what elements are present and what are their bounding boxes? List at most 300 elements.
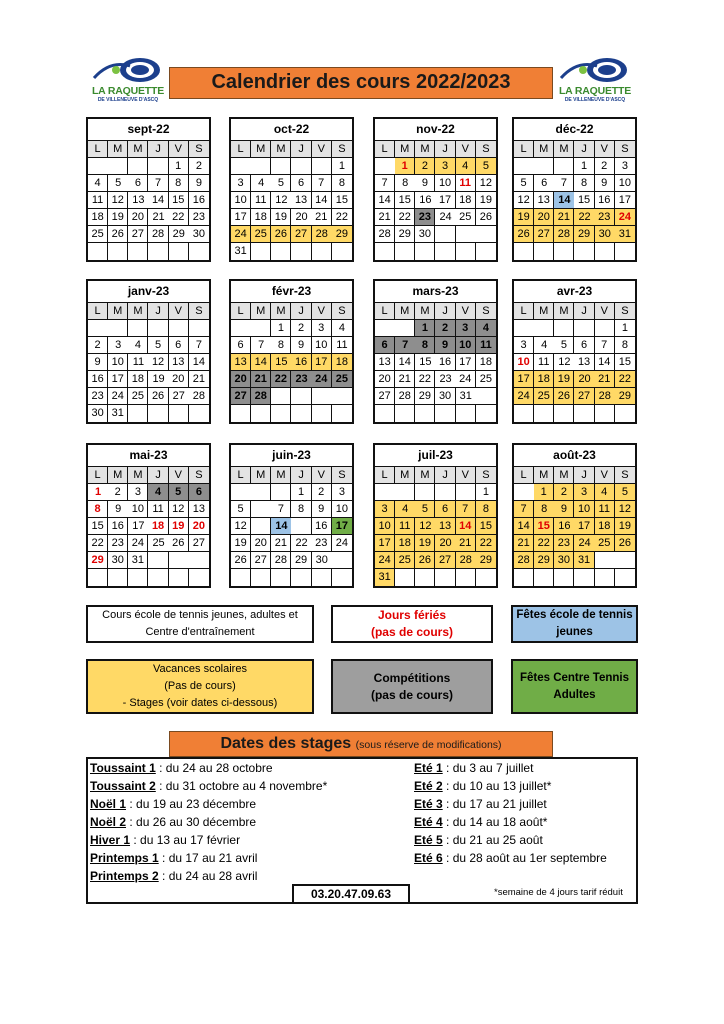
day-cell: 28 [514,552,534,569]
day-cell [148,158,168,175]
day-cell: 10 [615,175,635,192]
stage-name: Eté 1 [414,761,443,775]
day-cell: 29 [395,226,415,243]
day-name-header: J [148,141,168,158]
day-cell: 3 [231,175,251,192]
day-cell [189,552,209,569]
day-name-header: L [514,303,534,320]
day-cell: 2 [189,158,209,175]
day-cell: 21 [456,535,476,552]
day-cell: 26 [615,535,635,552]
day-cell [231,484,251,501]
day-cell: 24 [435,209,455,226]
day-name-header: J [148,467,168,484]
day-cell [395,320,415,337]
day-cell [128,243,148,260]
day-cell [554,405,574,422]
day-cell: 11 [148,501,168,518]
day-cell: 31 [456,388,476,405]
day-cell: 16 [415,192,435,209]
day-cell: 20 [375,371,395,388]
day-cell [395,405,415,422]
day-cell: 26 [514,226,534,243]
day-cell: 17 [231,209,251,226]
day-cell [291,569,311,586]
day-cell [554,243,574,260]
day-cell: 7 [251,337,271,354]
day-cell: 4 [456,158,476,175]
day-name-header: M [271,141,291,158]
day-cell [514,484,534,501]
day-name-header: S [476,141,496,158]
day-cell: 1 [534,484,554,501]
day-cell: 2 [435,320,455,337]
day-cell: 9 [595,175,615,192]
day-cell: 20 [189,518,209,535]
day-cell: 18 [534,371,554,388]
day-cell: 24 [231,226,251,243]
day-cell [595,552,615,569]
day-cell [271,569,291,586]
day-cell [332,552,352,569]
stage-dates: : du 14 au 18 août* [442,815,548,829]
legend-adultes-line: Fêtes Centre Tennis [519,671,630,684]
day-name-header: S [615,141,635,158]
day-name-header: M [128,467,148,484]
day-cell: 15 [88,518,108,535]
day-cell: 16 [435,354,455,371]
day-cell: 27 [291,226,311,243]
day-cell: 28 [271,552,291,569]
day-cell: 27 [169,388,189,405]
day-cell: 12 [231,518,251,535]
day-name-header: V [595,467,615,484]
day-cell: 10 [435,175,455,192]
day-cell: 7 [312,175,332,192]
day-cell [231,158,251,175]
stage-item [414,759,533,777]
logo-subtitle: DE VILLENEUVE D'ASCQ [564,97,626,103]
day-cell: 12 [615,501,635,518]
day-cell: 16 [189,192,209,209]
day-name-header: L [231,303,251,320]
day-cell [476,388,496,405]
day-cell: 4 [534,337,554,354]
day-cell: 30 [415,226,435,243]
day-name-header: J [291,467,311,484]
day-cell: 17 [615,192,635,209]
day-cell: 27 [189,535,209,552]
stage-name: Eté 6 [414,851,443,865]
day-cell: 6 [375,337,395,354]
day-cell [395,569,415,586]
day-cell [148,569,168,586]
logo-name: LA RAQUETTE [558,85,632,97]
day-cell [332,405,352,422]
day-cell: 6 [291,175,311,192]
day-cell: 28 [595,388,615,405]
day-cell: 25 [128,388,148,405]
stage-item [414,813,547,831]
day-cell: 21 [251,371,271,388]
day-name-header: M [415,303,435,320]
day-cell [456,569,476,586]
day-name-header: S [332,141,352,158]
day-cell: 19 [615,518,635,535]
day-cell [476,405,496,422]
day-cell: 22 [332,209,352,226]
day-cell: 18 [476,354,496,371]
legend-jours-feries [331,605,493,643]
day-cell [251,484,271,501]
day-cell: 20 [435,535,455,552]
day-cell: 2 [554,484,574,501]
day-cell: 29 [534,552,554,569]
day-cell: 1 [476,484,496,501]
day-cell [476,243,496,260]
stage-name: Noël 2 [90,815,127,829]
month-title: mai-23 [88,445,209,467]
day-cell: 30 [435,388,455,405]
day-cell: 5 [231,501,251,518]
stage-dates: : du 24 au 28 avril [158,869,258,883]
logo-name: LA RAQUETTE [91,85,165,97]
day-cell: 10 [375,518,395,535]
month-calendar [373,117,498,262]
day-cell: 21 [148,209,168,226]
day-cell [554,158,574,175]
day-cell: 11 [251,192,271,209]
day-cell: 19 [415,535,435,552]
day-cell: 6 [169,337,189,354]
day-cell: 7 [375,175,395,192]
day-cell: 6 [128,175,148,192]
day-cell: 20 [574,371,594,388]
day-cell [456,484,476,501]
day-cell: 19 [554,371,574,388]
day-cell: 27 [435,552,455,569]
day-name-header: M [554,303,574,320]
day-cell [456,405,476,422]
day-cell: 27 [231,388,251,405]
day-cell: 6 [574,337,594,354]
month-calendar [229,279,354,424]
day-cell [595,569,615,586]
legend-feries-line: Jours fériés [377,608,447,622]
day-name-header: M [415,141,435,158]
stages-title-box [169,731,553,757]
day-cell [189,320,209,337]
day-cell: 26 [169,535,189,552]
legend-competitions [331,659,493,714]
stage-dates: : du 17 au 21 avril [158,851,258,865]
day-cell: 7 [189,337,209,354]
day-cell: 12 [148,354,168,371]
month-calendar [512,279,637,424]
day-cell: 28 [456,552,476,569]
day-cell: 14 [189,354,209,371]
day-name-header: L [231,141,251,158]
day-cell: 29 [291,552,311,569]
day-cell: 21 [271,535,291,552]
day-cell [271,243,291,260]
month-title: août-23 [514,445,635,467]
day-cell: 17 [456,354,476,371]
day-name-header: L [88,141,108,158]
stage-item [90,795,256,813]
day-cell: 22 [615,371,635,388]
day-cell [231,320,251,337]
stage-item [90,849,257,867]
day-cell: 5 [415,501,435,518]
day-cell: 31 [375,569,395,586]
day-cell: 31 [108,405,128,422]
day-cell [415,243,435,260]
month-calendar [86,279,211,424]
day-cell [312,405,332,422]
day-cell: 18 [148,518,168,535]
day-cell: 14 [148,192,168,209]
month-calendar [229,117,354,262]
day-cell: 15 [476,518,496,535]
day-cell [169,569,189,586]
month-calendar [229,443,354,588]
day-cell: 1 [415,320,435,337]
day-cell [169,405,189,422]
day-cell [415,569,435,586]
day-cell: 4 [395,501,415,518]
day-name-header: V [169,467,189,484]
day-cell: 1 [88,484,108,501]
day-cell [615,552,635,569]
month-title: juin-23 [231,445,352,467]
month-title: janv-23 [88,281,209,303]
day-cell: 24 [128,535,148,552]
day-cell: 7 [554,175,574,192]
day-cell: 12 [271,192,291,209]
day-cell [435,243,455,260]
legend-vacances [86,659,314,714]
day-cell [128,405,148,422]
day-cell: 16 [595,192,615,209]
day-cell: 24 [456,371,476,388]
day-cell [251,243,271,260]
day-cell: 3 [375,501,395,518]
day-cell [251,518,271,535]
stage-dates: : du 3 au 7 juillet [442,761,534,775]
stages-subtitle: (sous réserve de modifications) [355,739,502,751]
day-cell: 2 [312,484,332,501]
day-cell [534,158,554,175]
day-cell [456,226,476,243]
day-cell [291,158,311,175]
day-cell [595,243,615,260]
day-cell: 14 [251,354,271,371]
day-cell [332,569,352,586]
day-cell: 7 [395,337,415,354]
day-name-header: J [291,303,311,320]
month-title: févr-23 [231,281,352,303]
day-cell [169,243,189,260]
day-cell: 10 [108,354,128,371]
day-cell [251,158,271,175]
month-calendar [373,443,498,588]
day-cell: 11 [456,175,476,192]
day-name-header: M [534,467,554,484]
day-cell: 15 [534,518,554,535]
day-cell: 8 [332,175,352,192]
day-cell: 22 [88,535,108,552]
stage-dates: : du 28 août au 1er septembre [442,851,607,865]
day-cell: 17 [332,518,352,535]
day-cell: 24 [375,552,395,569]
day-cell [435,405,455,422]
day-cell: 7 [595,337,615,354]
stage-name: Hiver 1 [90,833,131,847]
day-cell [595,320,615,337]
day-cell: 24 [615,209,635,226]
day-cell [271,158,291,175]
stage-item [414,795,547,813]
day-cell: 12 [476,175,496,192]
day-name-header: V [595,303,615,320]
day-cell: 19 [148,371,168,388]
day-cell: 8 [476,501,496,518]
day-cell: 24 [514,388,534,405]
day-cell: 30 [312,552,332,569]
day-cell: 16 [108,518,128,535]
day-cell: 14 [271,518,291,535]
day-cell: 9 [415,175,435,192]
day-cell: 30 [88,405,108,422]
day-cell [375,405,395,422]
legend-adultes-line: Adultes [553,688,596,701]
day-name-header: M [108,141,128,158]
stage-name: Toussaint 1 [90,761,156,775]
month-calendar [86,117,211,262]
day-cell: 9 [108,501,128,518]
day-name-header: M [554,141,574,158]
day-cell [415,484,435,501]
stage-item [90,867,257,885]
day-cell [88,243,108,260]
day-cell: 8 [271,337,291,354]
day-cell: 13 [435,518,455,535]
day-cell: 25 [476,371,496,388]
day-cell: 30 [595,226,615,243]
day-cell: 15 [169,192,189,209]
day-cell [231,569,251,586]
day-cell: 29 [615,388,635,405]
day-cell: 25 [456,209,476,226]
day-cell: 20 [231,371,251,388]
day-cell: 15 [395,192,415,209]
day-cell: 6 [189,484,209,501]
day-cell [128,320,148,337]
day-cell: 23 [415,209,435,226]
day-name-header: M [534,141,554,158]
day-cell [415,405,435,422]
day-cell [375,320,395,337]
stage-item [90,777,327,795]
day-cell [312,243,332,260]
day-cell: 10 [574,501,594,518]
day-cell: 15 [271,354,291,371]
day-name-header: J [574,467,594,484]
day-cell: 13 [231,354,251,371]
stage-item [90,831,240,849]
day-cell [312,569,332,586]
stage-dates: : du 10 au 13 juillet* [442,779,552,793]
day-cell: 4 [128,337,148,354]
month-title: nov-22 [375,119,496,141]
day-cell: 28 [189,388,209,405]
stage-item [414,777,551,795]
legend-competitions-line: Compétitions [373,670,451,685]
day-cell: 18 [332,354,352,371]
day-cell: 3 [128,484,148,501]
legend-fetes-adultes [511,659,638,714]
day-cell [271,388,291,405]
day-cell: 18 [595,518,615,535]
day-cell: 21 [189,371,209,388]
day-cell: 27 [128,226,148,243]
day-cell: 9 [435,337,455,354]
day-cell: 27 [251,552,271,569]
day-cell: 27 [534,226,554,243]
stage-name: Toussaint 2 [90,779,156,793]
day-cell: 17 [128,518,148,535]
day-cell: 7 [148,175,168,192]
legend-cours-line: Centre d'entraînement [145,626,255,638]
day-cell: 15 [415,354,435,371]
legend-competitions-line: (pas de cours) [370,687,454,702]
day-cell: 23 [554,535,574,552]
day-cell: 5 [476,158,496,175]
stage-dates: : du 21 au 25 août [442,833,543,847]
day-cell [189,405,209,422]
day-cell: 12 [514,192,534,209]
month-title: mars-23 [375,281,496,303]
day-cell: 4 [476,320,496,337]
day-cell: 14 [395,354,415,371]
day-cell: 29 [88,552,108,569]
day-cell: 8 [88,501,108,518]
day-cell [251,501,271,518]
day-cell: 6 [435,501,455,518]
day-cell: 17 [514,371,534,388]
month-title: déc-22 [514,119,635,141]
day-cell: 6 [534,175,554,192]
day-name-header: M [534,303,554,320]
day-cell: 22 [291,535,311,552]
day-cell: 15 [574,192,594,209]
stage-item [414,831,543,849]
day-cell: 25 [534,388,554,405]
day-cell: 5 [271,175,291,192]
day-cell: 13 [375,354,395,371]
logo-subtitle: DE VILLENEUVE D'ASCQ [97,97,159,103]
day-cell: 11 [332,337,352,354]
day-cell: 8 [395,175,415,192]
day-name-header: L [88,467,108,484]
stage-dates: : du 13 au 17 février [130,833,241,847]
day-name-header: L [514,467,534,484]
day-name-header: V [456,467,476,484]
day-cell: 9 [88,354,108,371]
tennis-racket-icon [557,56,633,86]
day-name-header: M [251,303,271,320]
